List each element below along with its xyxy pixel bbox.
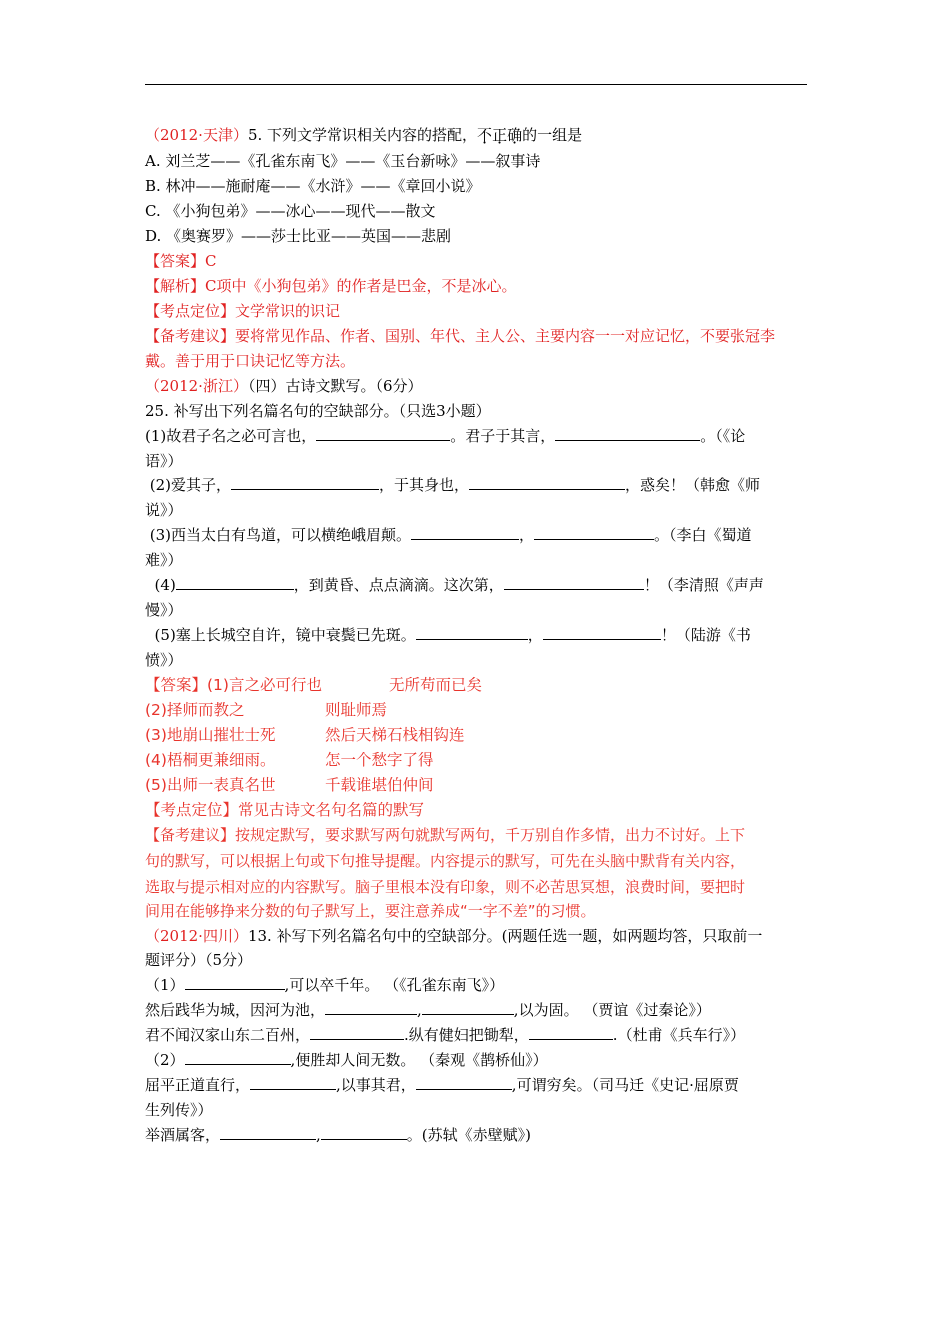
blank <box>316 425 450 441</box>
q3-part2-line2-cont: 生列传》） <box>145 1101 213 1119</box>
q2-answer-4: (4)梧桐更兼细雨。 怎一个愁字了得 <box>145 751 434 769</box>
blank <box>310 1024 404 1040</box>
blank <box>250 1074 336 1090</box>
q2-answer-3: (3)地崩山摧壮士死 然后天梯石栈相钩连 <box>145 726 465 744</box>
q3-part2-line1: （2） ,便胜却人间无数。 （秦观《鹊桥仙》） <box>145 1051 548 1069</box>
blank <box>469 474 625 490</box>
blank <box>231 474 379 490</box>
blank <box>185 974 285 990</box>
q2-heading: （2012·浙江）（四）古诗文默写。（6分） <box>145 377 423 395</box>
q3-stem-1: （2012·四川）13. 补写下列名篇名句中的空缺部分。(两题任选一题，如两题均答，只取前一 <box>145 927 763 945</box>
q2-item-1: (1)故君子名之必可言也， 。君子于其言， 。（《论 <box>145 427 746 445</box>
q2-item-2-cont: 说》） <box>145 501 183 519</box>
q2-stem: 25. 补写出下列名篇名句的空缺部分。（只选3小题） <box>145 402 491 420</box>
q2-answer-5: (5)出师一表真名世 千载谁堪伯仲间 <box>145 776 434 794</box>
q1-point: 【考点定位】文学常识的识记 <box>145 302 341 320</box>
q2-item-3: (3)西当太白有鸟道，可以横绝峨眉颠。 ， 。（李白《蜀道 <box>149 526 752 544</box>
q2-item-5-cont: 愤》） <box>145 651 183 669</box>
header-rule <box>145 84 807 85</box>
q2-item-3-cont: 难》） <box>145 551 183 569</box>
blank <box>321 1124 407 1140</box>
q3-part1-line2: 然后践华为城，因河为池， , ,以为固。 （贾谊《过秦论》） <box>145 1001 711 1019</box>
q1-stem: （2012·天津）5. 下列文学常识相关内容的搭配，不正确的一组是 <box>145 126 583 144</box>
q2-advice-4: 间用在能够挣来分数的句子默写上，要注意养成“一字不差”的习惯。 <box>145 902 596 920</box>
q2-item-1-cont: 语》） <box>145 452 183 470</box>
blank <box>529 1024 613 1040</box>
q1-option-c: C. 《小狗包弟》——冰心——现代——散文 <box>145 202 436 220</box>
q3-part1-line3: 君不闻汉家山东二百州， .纵有健妇把锄犁， .（杜甫《兵车行》） <box>145 1026 746 1044</box>
q2-item-2: (2)爱其子， ，于其身也， ，惑矣！（韩愈《师 <box>149 476 761 494</box>
q3-part1-line1: （1） ,可以卒千年。 （《孔雀东南飞》） <box>145 976 505 994</box>
q2-answer-2: (2)择师而教之 则耻师焉 <box>145 701 388 719</box>
q2-point: 【考点定位】常见古诗文名句名篇的默写 <box>145 801 425 819</box>
q3-part2-line3: 举酒属客， , 。(苏轼《赤壁赋》) <box>145 1126 532 1144</box>
q3-part2-line2: 屈平正道直行， ,以事其君， ,可谓穷矣。（司马迁《史记·屈原贾 <box>145 1076 739 1094</box>
blank <box>416 1074 512 1090</box>
q1-advice-2: 戴。善于用于口诀记忆等方法。 <box>145 352 356 370</box>
q1-source: （2012·天津） <box>145 126 248 144</box>
blank <box>555 425 700 441</box>
blank <box>325 999 417 1015</box>
blank <box>185 1049 291 1065</box>
blank <box>411 524 519 540</box>
q2-item-5: (5)塞上长城空自许，镜中衰鬓已先斑。 ， ！（陆游《书 <box>154 626 751 644</box>
q2-answer-1: 【答案】(1)言之必可行也 无所苟而已矣 <box>145 676 483 694</box>
blank <box>176 574 294 590</box>
q1-advice-1: 【备考建议】要将常见作品、作者、国别、年代、主人公、主要内容一一对应记忆，不要张冠李 <box>145 327 776 345</box>
blank <box>422 999 514 1015</box>
q1-option-d: D. 《奥赛罗》——莎士比亚——英国——悲剧 <box>145 227 452 245</box>
q2-advice-2: 句的默写，可以根据上句或下句推导提醒。内容提示的默写，可先在头脑中默背有关内容， <box>145 852 746 870</box>
q2-item-4-cont: 慢》） <box>145 601 183 619</box>
blank <box>416 624 528 640</box>
q2-advice-3: 选取与提示相对应的内容默写。脑子里根本没有印象，则不必苦思冥想，浪费时间，要把时 <box>145 878 746 896</box>
q2-item-4: (4) ，到黄昏、点点滴滴。这次第， ！（李清照《声声 <box>154 576 764 594</box>
q3-source: （2012·四川） <box>145 927 248 945</box>
blank <box>220 1124 316 1140</box>
blank <box>534 524 654 540</box>
q1-analysis: 【解析】C项中《小狗包弟》的作者是巴金，不是冰心。 <box>145 277 517 295</box>
q1-answer: 【答案】C <box>145 252 217 270</box>
blank <box>543 624 661 640</box>
q1-option-a: A. 刘兰芝——《孔雀东南飞》——《玉台新咏》——叙事诗 <box>145 152 541 170</box>
blank <box>504 574 644 590</box>
q1-option-b: B. 林冲——施耐庵——《水浒》——《章回小说》 <box>145 177 481 195</box>
q3-stem-2: 题评分）（5分） <box>145 951 253 969</box>
q2-source: （2012·浙江） <box>145 377 248 395</box>
q2-advice-1: 【备考建议】按规定默写，要求默写两句就默写两句，千万别自作多情，出力不讨好。上下 <box>145 826 746 844</box>
